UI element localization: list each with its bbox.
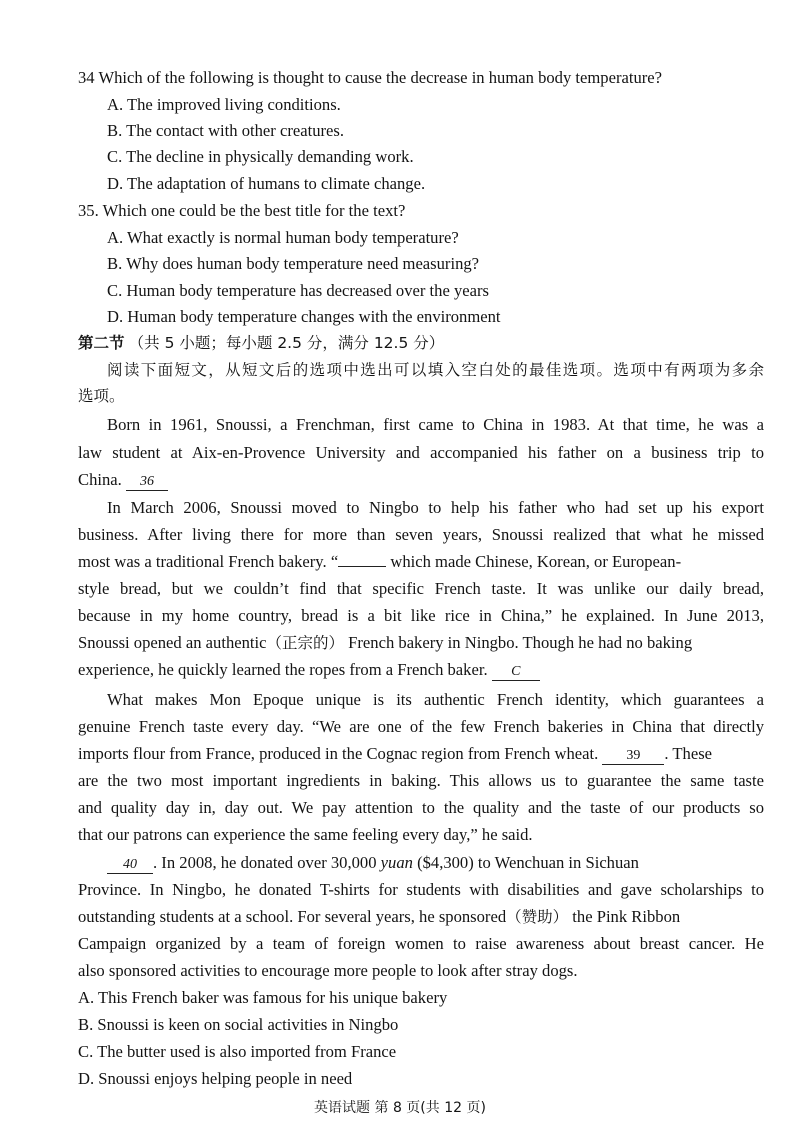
- q34-option-c: C. The decline in physically demanding work.: [107, 147, 414, 166]
- blank-39: 39: [602, 748, 664, 765]
- blank-38: C: [492, 664, 540, 681]
- passage-p2-line-7: [78, 660, 540, 681]
- q35-option-c: C. Human body temperature has decreased over the years: [107, 281, 489, 300]
- passage-p4-line-3: [78, 907, 680, 927]
- q35-option-b: B. Why does human body temperature need measuring?: [107, 254, 480, 273]
- choice-b: B. Snoussi is keen on social activities in Ningbo: [78, 1015, 399, 1034]
- question-34: [78, 68, 662, 88]
- passage-p2-line-4: style bread, but we couldn’t find that specific French taste. It was unlike our daily bread,: [78, 579, 764, 598]
- passage-p4-line-4: Campaign organized by a team of foreign women to raise awareness about breast cancer. He: [78, 934, 764, 953]
- passage-p2-line-6b: French bakery in Ningbo. Though he had no baking: [344, 633, 693, 652]
- passage-p2-line-3: [78, 552, 681, 572]
- passage-p2-gloss: （正宗的）: [266, 634, 345, 652]
- passage-p4-line-3a: outstanding students at a school. For several years, he sponsored: [78, 907, 507, 926]
- passage-p4-line-1: [107, 853, 639, 874]
- passage-p3-line-1: What makes Mon Epoque unique is its authentic French identity, which guarantees a: [107, 690, 764, 709]
- passage-p4-yuan: yuan: [380, 853, 413, 872]
- choice-a: A. This French baker was famous for his unique bakery: [78, 988, 448, 1007]
- passage-p2-line-6a: Snoussi opened an authentic: [78, 633, 267, 652]
- passage-p4-line-2: Province. In Ningbo, he donated T-shirts for students with disabilities and gave scholarships to: [78, 880, 764, 899]
- passage-p2-line-3a: most was a traditional French bakery. “: [78, 552, 339, 571]
- blank-37: [338, 566, 386, 567]
- q34-option-a: A. The improved living conditions.: [107, 95, 341, 114]
- passage-p1-line-3-text: China.: [78, 470, 122, 489]
- section-instruction-line-1: 阅读下面短文，从短文后的选项中选出可以填入空白处的最佳选项。选项中有两项为多余: [107, 361, 764, 379]
- passage-p3-line-3a: imports flour from France, produced in the Cognac region from French wheat.: [78, 744, 599, 763]
- passage-p4-line-5: also sponsored activities to encourage more people to look after stray dogs.: [78, 961, 578, 980]
- passage-p2-line-3b: which made Chinese, Korean, or European-: [390, 552, 682, 571]
- q34-option-b: B. The contact with other creatures.: [107, 121, 344, 140]
- page-footer: 英语试题 第 8 页(共 12 页): [314, 1100, 486, 1116]
- passage-p3-line-3b: . These: [664, 744, 713, 763]
- question-35-stem: Which one could be the best title for the text?: [102, 201, 406, 220]
- passage-p3-line-5: and quality day in, day out. We pay attention to the quality and the taste of our products so: [78, 798, 764, 817]
- passage-p2-line-2: business. After living there for more than seven years, Snoussi realized that what he missed: [78, 525, 764, 544]
- section-title: 第二节: [78, 334, 125, 352]
- q35-option-d: D. Human body temperature changes with the environment: [107, 307, 501, 326]
- question-35: [78, 201, 405, 221]
- blank-36: 36: [126, 474, 168, 491]
- choice-d: D. Snoussi enjoys helping people in need: [78, 1069, 353, 1088]
- section-scoring: （共 5 小题；每小题 2.5 分，满分 12.5 分）: [128, 334, 445, 352]
- section-instruction-line-2: 选项。: [78, 387, 125, 405]
- question-34-stem: Which of the following is thought to cause the decrease in human body temperature?: [98, 68, 663, 87]
- question-34-number: 34: [78, 68, 95, 87]
- passage-p4-line-1b: ($4,300) to Wenchuan in Sichuan: [412, 853, 639, 872]
- blank-40: 40: [107, 857, 153, 874]
- passage-p1-line-1: Born in 1961, Snoussi, a Frenchman, first came to China in 1983. At that time, he was a: [107, 415, 764, 434]
- passage-p3-line-2: genuine French taste every day. “We are one of the few French bakeries in China that directly: [78, 717, 764, 736]
- passage-p2-line-1: In March 2006, Snoussi moved to Ningbo to help his father who had set up his export: [107, 498, 764, 517]
- choice-c: C. The butter used is also imported from France: [78, 1042, 397, 1061]
- passage-p2-line-7-text: experience, he quickly learned the ropes from a French baker.: [78, 660, 488, 679]
- passage-p4-line-3b: the Pink Ribbon: [568, 907, 681, 926]
- passage-p4-gloss: （赞助）: [506, 908, 569, 926]
- passage-p2-line-6: [78, 633, 692, 653]
- passage-p1-line-3: [78, 470, 168, 491]
- passage-p2-line-5: because in my home country, bread is a bit like rice in China,” he explained. In June 2013,: [78, 606, 764, 625]
- q34-option-d: D. The adaptation of humans to climate change.: [107, 174, 426, 193]
- passage-p1-line-2: law student at Aix-en-Provence University and accompanied his father on a business trip to: [78, 443, 764, 462]
- passage-p3-line-6: that our patrons can experience the same feeling every day,” he said.: [78, 825, 533, 844]
- question-35-number: 35.: [78, 201, 99, 220]
- q35-option-a: A. What exactly is normal human body temperature?: [107, 228, 459, 247]
- passage-p4-line-1a: . In 2008, he donated over 30,000: [153, 853, 381, 872]
- passage-p3-line-4: are the two most important ingredients in baking. This allows us to guarantee the same taste: [78, 771, 764, 790]
- passage-p3-line-3: [78, 744, 712, 765]
- section-heading: [78, 333, 444, 353]
